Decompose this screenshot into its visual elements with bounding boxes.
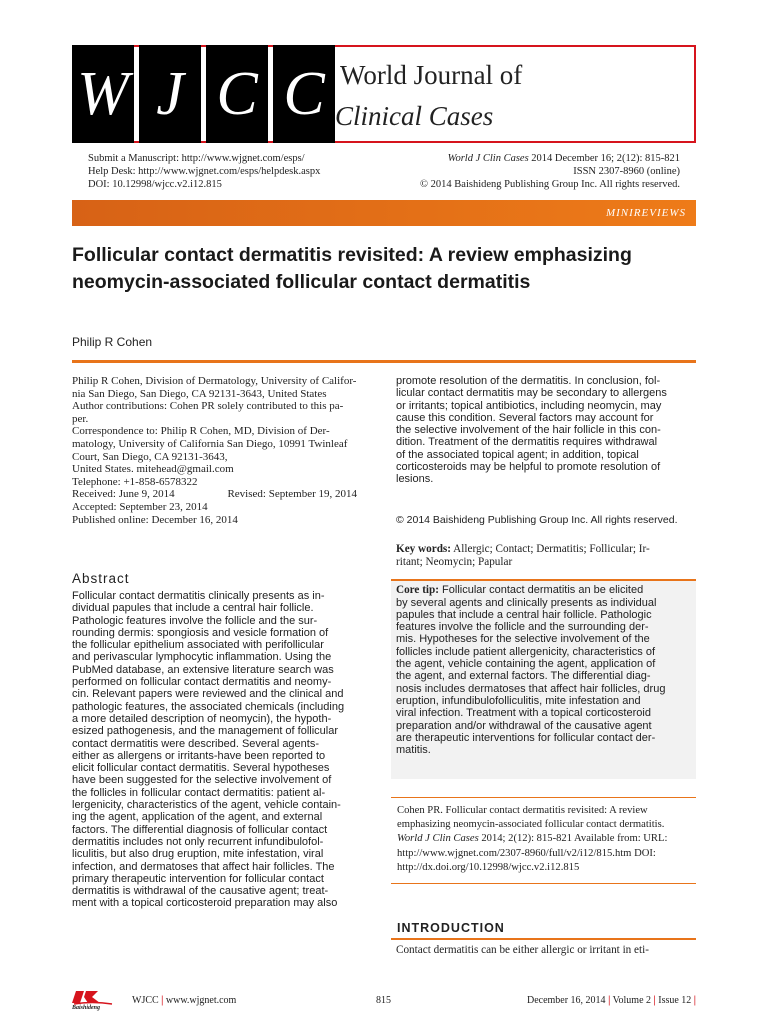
logo-letter: C: [273, 45, 335, 143]
core-tip-line: follicles include patient allergenicity, characteristics of: [396, 645, 656, 658]
abstract-line: dermatitis includes not only recurrent infundibulofol-: [72, 835, 324, 848]
abstract-line: or irritants; topical antibiotics, including neomycin, may: [396, 399, 662, 412]
abstract-line: a more detailed description of neomycin), the hypoth-: [72, 712, 332, 725]
doi-text: DOI: 10.12998/wjcc.v2.i12.815: [88, 179, 222, 190]
issue-info: [420, 152, 680, 191]
core-tip-line: mis. Hypotheses for the selective involvement of the: [396, 633, 650, 646]
citation-line: emphasizing neomycin-associated follicular contact dermatitis.: [397, 819, 665, 831]
abstract-line: esized pathogenesis, and the management of follicular: [72, 725, 339, 738]
page-number: 815: [376, 995, 391, 1006]
section-label: MINIREVIEWS: [605, 207, 686, 219]
publisher-name: Baishideng: [72, 1005, 101, 1011]
abstract-line: Follicular contact dermatitis clinically presents as in-: [72, 590, 325, 602]
citation-url-link[interactable]: http://www.wjgnet.com/2307-8960/full/v2/i12/815.htm DOI:: [397, 847, 656, 859]
published-date: Published online: December 16, 2014: [72, 513, 238, 526]
footer-right: [527, 995, 696, 1006]
divider: [391, 938, 696, 940]
abstract-line: either as allergens or irritants-have been reported to: [72, 749, 326, 762]
footer-url-link[interactable]: www.wjgnet.com: [165, 995, 237, 1006]
footer-left: [132, 995, 236, 1006]
abstract-line: the follicles in follicular contact dermatitis: patient al-: [72, 786, 326, 799]
abstract-body: [72, 590, 372, 910]
core-tip-label: Core tip:: [396, 584, 439, 596]
citation-line: Cohen PR. Follicular contact dermatitis revisited: A review: [397, 805, 648, 816]
affiliation-line[interactable]: United States. mitehead@gmail.com: [72, 463, 234, 476]
core-tip-line: Follicular contact dermatitis an be elicited: [438, 584, 644, 596]
core-tip-line: by several agents and clinically presents as individual: [396, 596, 657, 609]
keywords: [396, 543, 696, 569]
footer-separator: |: [693, 995, 696, 1006]
footer-separator: |: [653, 995, 656, 1006]
footer-date: December 16, 2014: [526, 995, 606, 1006]
abstract-line: promote resolution of the dermatitis. In conclusion, fol-: [396, 375, 661, 387]
core-tip: [396, 584, 694, 756]
abstract-line: the selective involvement of the hair follicle in this con-: [396, 424, 661, 437]
abstract-line: lergenicity, characteristics of the agent, vehicle contain-: [72, 799, 341, 812]
core-tip-line: nosis includes dermatoses that affect hair follicles, drug: [396, 682, 666, 695]
intro-text: Contact dermatitis can be either allergic or irritant in eti-: [396, 944, 649, 956]
revised-date: Revised: September 19, 2014: [227, 488, 357, 501]
affiliation-line: per.: [72, 412, 89, 425]
keywords-text: ritant; Neomycin; Papular: [396, 556, 513, 568]
abstract-line: Pathologic features involve the follicle and the sur-: [72, 614, 318, 627]
citation-doi-link[interactable]: http://dx.doi.org/10.12998/wjcc.v2.i12.815: [397, 861, 580, 873]
manuscript-info: [88, 152, 320, 191]
affiliation-block: [72, 375, 372, 526]
abstract-line: performed on follicular contact dermatitis and neomy-: [72, 676, 332, 689]
journal-name-line2: Clinical Cases: [335, 101, 494, 131]
core-tip-line: papules that include a central hair follicle. Pathologic: [396, 608, 652, 621]
copyright-header: © 2014 Baishideng Publishing Group Inc. All rights reserved.: [420, 179, 680, 190]
abstract-line: ing the agent, application of the agent, and external: [72, 811, 323, 824]
keywords-text: Allergic; Contact; Dermatitis; Follicular; Ir-: [451, 543, 650, 555]
abstract-line: infection, and dermatoses that affect hair follicles. The: [72, 860, 335, 873]
core-tip-line: are therapeutic interventions for follicular contact der-: [396, 731, 656, 744]
core-tip-line: viral infection. Treatment with a topical corticosteroid: [396, 707, 651, 720]
abstract-heading: Abstract: [72, 571, 130, 586]
abstract-line: cause this condition. Several factors may account for: [396, 411, 654, 424]
abstract-line: liculitis, but also drug eruption, mite infestation, viral: [72, 848, 324, 861]
title-line: Follicular contact dermatitis revisited: A review emphasizing: [72, 244, 632, 266]
journal-abbrev: World J Clin Cases: [447, 153, 529, 164]
logo-letter: W: [72, 45, 134, 143]
abstract-line: primary therapeutic intervention for follicular contact: [72, 872, 324, 885]
affiliation-line: Philip R Cohen, Division of Dermatology, University of Califor-: [72, 375, 357, 387]
footer-issue: Issue 12: [658, 995, 692, 1006]
section-bar: [72, 200, 696, 226]
abstract-line: factors. The differential diagnosis of follicular contact: [72, 823, 328, 836]
issn-text: ISSN 2307-8960 (online): [573, 166, 680, 177]
abstract-line: lesions.: [396, 473, 434, 486]
core-tip-line: the agent, vehicle containing the agent, application of: [396, 658, 656, 671]
abstract-line: dermatitis is withdrawal of the causative agent; treat-: [72, 885, 329, 898]
affiliation-line: Court, San Diego, CA 92131-3643,: [72, 450, 228, 463]
citation-journal: World J Clin Cases: [397, 833, 479, 845]
abstract-line: dividual papules that include a central hair follicle.: [72, 602, 314, 615]
footer-separator: |: [161, 995, 164, 1006]
abstract-line: and perivascular lymphocytic inflammation. Using the: [72, 651, 332, 664]
article-title: [72, 242, 702, 296]
abstract-line: elicit follicular contact dermatitis. Several hypotheses: [72, 762, 330, 775]
abstract-line: rounding dermis: spongiosis and vesicle formation of: [72, 626, 329, 639]
issue-date: 2014 December 16; 2(12): 815-821: [528, 153, 680, 164]
accepted-date: Accepted: September 23, 2014: [72, 500, 208, 513]
affiliation-line: matology, University of California San Diego, 10991 Twinleaf: [72, 437, 348, 450]
footer-journal: WJCC: [132, 995, 159, 1006]
affiliation-line: Telephone: +1-858-6578322: [72, 475, 198, 488]
logo-letter: J: [139, 45, 201, 143]
logo-letter: C: [206, 45, 268, 143]
citation-box: [391, 797, 696, 884]
submit-link[interactable]: Submit a Manuscript: http://www.wjgnet.com/esps/: [88, 153, 305, 164]
divider: [72, 360, 696, 363]
abstract-line: contact dermatitis were described. Several agents-: [72, 737, 320, 750]
abstract-line: of the associated topical agent; in addition, topical: [396, 448, 639, 461]
affiliation-line: Author contributions: Cohen PR solely contributed to this pa-: [72, 400, 344, 413]
abstract-line: dition. Treatment of the dermatitis requires withdrawal: [396, 436, 658, 449]
introduction-heading: INTRODUCTION: [397, 921, 505, 935]
abstract-line: have been suggested for the selective involvement of: [72, 774, 332, 787]
citation-line: 2014; 2(12): 815-821 Available from: URL:: [478, 833, 668, 845]
affiliation-line: nia San Diego, San Diego, CA 92131-3643, United States: [72, 387, 327, 400]
copyright-notice: © 2014 Baishideng Publishing Group Inc. All rights reserved.: [396, 514, 678, 526]
abstract-line: the follicular epithelium associated with perifollicular: [72, 639, 324, 652]
help-desk-link[interactable]: Help Desk: http://www.wjgnet.com/esps/helpdesk.aspx: [88, 166, 321, 177]
title-line: neomycin-associated follicular contact dermatitis: [72, 271, 531, 293]
abstract-line: cin. Relevant papers were reviewed and the clinical and: [72, 688, 344, 701]
footer-separator: |: [608, 995, 611, 1006]
abstract-line: ment with a topical corticosteroid preparation may also: [72, 897, 338, 910]
abstract-continued: [396, 375, 696, 486]
abstract-line: corticosteroids may be helpful to promote resolution of: [396, 461, 661, 474]
core-tip-line: eruption, infundibulofolliculitis, mite infestation and: [396, 694, 641, 707]
received-date: Received: June 9, 2014: [72, 488, 175, 501]
abstract-line: licular contact dermatitis may be secondary to allergens: [396, 387, 667, 400]
abstract-line: pathologic features, the associated chemicals (including: [72, 700, 345, 713]
core-tip-line: preparation and/or withdrawal of the causative agent: [396, 719, 652, 732]
core-tip-line: features involve the follicle and the surrounding der-: [396, 621, 649, 634]
journal-name-line1: World Journal of: [340, 60, 523, 90]
abstract-line: PubMed database, an extensive literature search was: [72, 663, 334, 676]
core-tip-line: matitis.: [396, 744, 431, 757]
footer-volume: Volume 2: [612, 995, 652, 1006]
core-tip-line: the agent, and external factors. The differential diag-: [396, 670, 651, 683]
affiliation-line: Correspondence to: Philip R Cohen, MD, Division of Der-: [72, 425, 330, 438]
author-name: Philip R Cohen: [72, 335, 153, 349]
keywords-label: Key words:: [396, 543, 451, 555]
